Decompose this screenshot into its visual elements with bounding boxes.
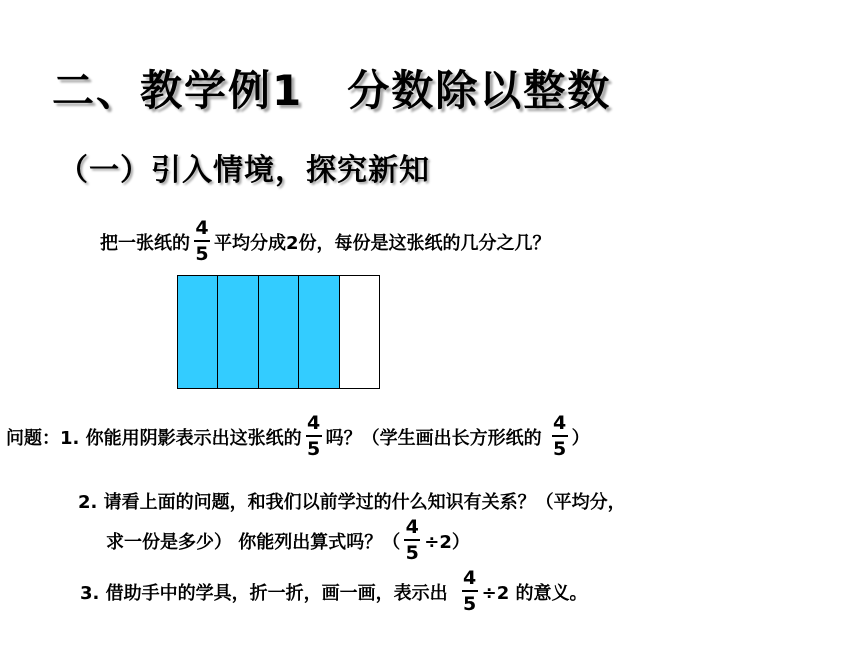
paper-rectangle-diagram: [177, 275, 380, 389]
section-subtitle: （一）引入情境，探究新知: [58, 153, 430, 188]
fraction-numerator: 4: [195, 217, 209, 239]
fraction-numerator: 4: [405, 516, 419, 538]
fraction-denominator: 5: [405, 542, 419, 564]
fraction-four-fifths: [306, 414, 322, 459]
fraction-numerator: 4: [463, 567, 477, 589]
question-3: [80, 569, 588, 614]
shaded-part: [299, 276, 339, 388]
unshaded-part: [340, 276, 379, 388]
fraction-denominator: 5: [307, 438, 321, 460]
question-2-line-1: 2. 请看上面的问题，和我们以前学过的什么知识有关系？（平均分，: [78, 492, 626, 513]
fraction-denominator: 5: [463, 593, 477, 615]
shaded-part: [259, 276, 299, 388]
fraction-denominator: 5: [195, 243, 209, 265]
question-2-line-2: [106, 518, 470, 563]
q3-after: ÷2 的意义。: [481, 582, 588, 604]
page-title: 二、教学例1 分数除以整数: [52, 66, 612, 115]
prompt-after: 平均分成2份，每份是这张纸的几分之几？: [214, 232, 551, 254]
fraction-four-fifths: [194, 219, 210, 264]
fraction-four-fifths: [462, 569, 478, 614]
fraction-numerator: 4: [307, 412, 321, 434]
q3-before: 3. 借助手中的学具，折一折，画一画，表示出: [80, 582, 448, 604]
q2-after: ÷2）: [424, 531, 470, 553]
shaded-part: [178, 276, 218, 388]
prompt-before: 把一张纸的: [100, 232, 190, 254]
problem-statement: [100, 219, 551, 264]
shaded-part: [218, 276, 258, 388]
q1-middle: 吗？（学生画出长方形纸的: [325, 427, 542, 449]
q1-after: ）: [571, 427, 590, 449]
fraction-four-fifths: [552, 414, 568, 459]
fraction-four-fifths: [404, 518, 420, 563]
fraction-numerator: 4: [553, 412, 567, 434]
question-1: [6, 414, 590, 459]
fraction-denominator: 5: [553, 438, 567, 460]
q1-before: 问题：1. 你能用阴影表示出这张纸的: [6, 427, 302, 449]
q2-before: 求一份是多少） 你能列出算式吗？（: [106, 531, 401, 553]
